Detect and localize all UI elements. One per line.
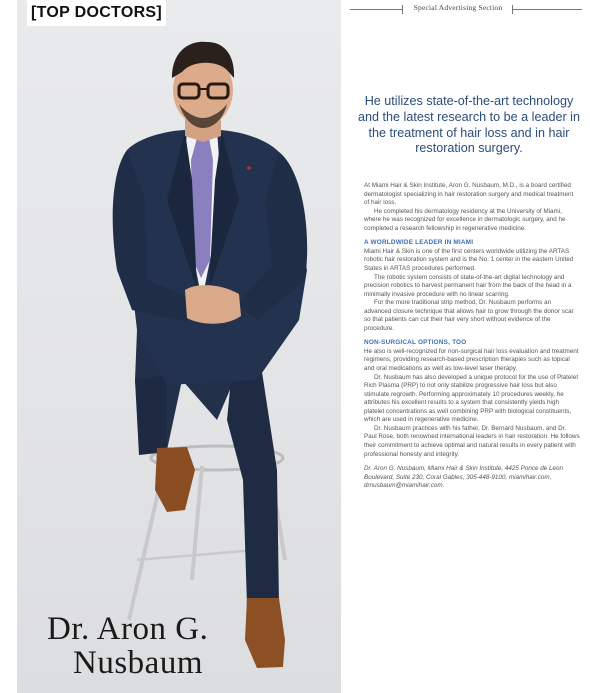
doctor-name-line1: Dr. Aron G.	[47, 611, 209, 647]
contact-info: Dr. Aron G. Nusbaum, Miami Hair & Skin Institute, 4425 Ponce de Leon Boulevard, Suite 230, Coral Gables, 305-448-9100, miamihair.com, drnusbaum@miamihair.com.	[364, 465, 564, 490]
doctor-name-heading	[47, 612, 341, 680]
section-tag: [TOP DOCTORS]	[27, 0, 166, 26]
subheading-non-surgical: NON-SURGICAL OPTIONS, TOO	[364, 339, 467, 347]
doctor-name-line2: Nusbaum	[73, 645, 203, 681]
doctor-figure-illustration	[17, 0, 341, 693]
doctor-photo	[17, 0, 341, 693]
header-tick-left	[402, 5, 403, 14]
paragraph: Dr. Nusbaum practices with his father, Dr. Bernard Nusbaum, and Dr. Paul Rose, both renowned international leaders in hair restoration. He follows their commitment to achieve optimal and natural results in every patient with professional honesty and integrity.	[364, 424, 580, 458]
article-column	[342, 0, 590, 693]
paragraph: For the more traditional strip method, Dr. Nusbaum performs an advanced closure technique that allows hair to grow through the donor scar so that patients can cut their hair very short without evidence of the procedure.	[364, 299, 574, 332]
paragraph: At Miami Hair & Skin Institute, Aron G. Nusbaum, M.D., is a board certified dermatologist specializing in hair restoration surgery and medical treatment of hair loss.	[364, 182, 574, 207]
paragraph: He also is well-recognized for non-surgical hair loss evaluation and treatment regimens, providing research-based prescription therapies such as topical and oral medications as well as low-level laser therapy.	[364, 347, 579, 373]
advertising-header	[342, 2, 590, 16]
header-rule-left	[350, 9, 402, 10]
paragraph: He completed his dermatology residency at the University of Miami, where he was recognized for excellence in dermatologic surgery, and he completed a research fellowship in regenerative medicine.	[364, 207, 566, 232]
header-rule-right	[512, 9, 582, 10]
pull-quote: He utilizes state-of-the-art technology and the latest research to be a leader in the treatment of hair loss and in hair restoration surgery.	[358, 94, 580, 156]
paragraph: Dr. Nusbaum has also developed a unique protocol for the use of Platelet Rich Plasma (PRP) to not only stabilize progressive hair loss but also stimulate regrowth. Performing approximately 10 procedures weekly, he attributes his excellent results to a system that consistently yields high platelet concentrations as well combining PRP with biological constituents, which are used in regenerative medicine.	[364, 373, 579, 424]
paragraph: Miami Hair & Skin is one of the first centers worldwide utilizing the ARTAS robotic hair restoration system and is the No. 1 center in the eastern United States in ARTAS procedures performed.	[364, 247, 574, 272]
advertising-label: Special Advertising Section	[413, 3, 503, 12]
article-body	[364, 182, 580, 491]
paragraph: The robotic system consists of state-of-the-art digital technology and precision robotics to harvest permanent hair from the back of the head in a minimally invasive procedure with no linear scarring.	[364, 273, 572, 298]
subheading-worldwide-leader: A WORLDWIDE LEADER IN MIAMI	[364, 239, 474, 247]
section-tag-text: TOP DOCTORS	[36, 4, 157, 21]
